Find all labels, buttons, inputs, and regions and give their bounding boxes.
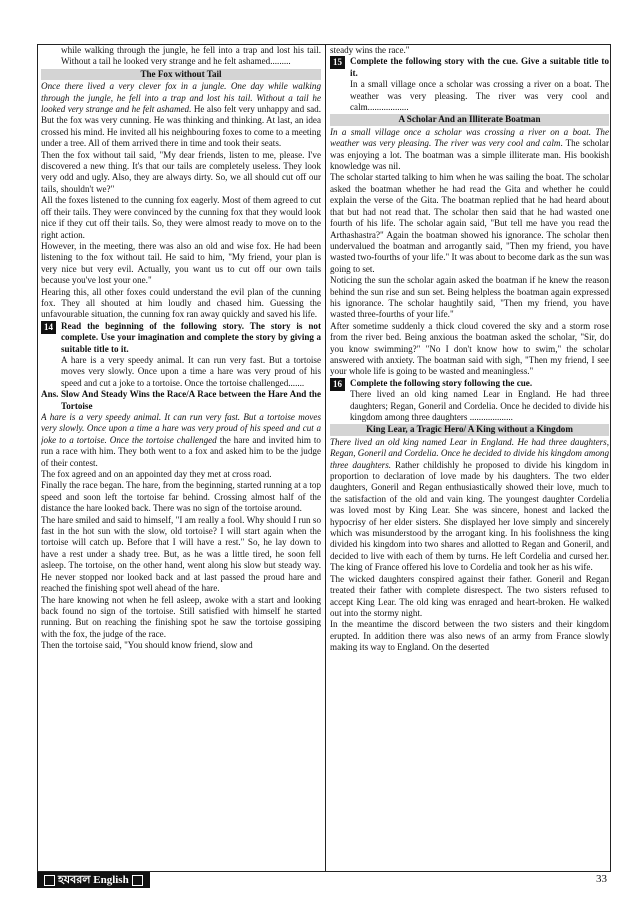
- question-15: [330, 56, 609, 79]
- hare-paragraph-1: [41, 412, 321, 469]
- fox-cue-italic: Once there lived a very clever fox in a jungle. One day while walking through the jungle, he fell into a trap and lost his tail. Without a tail he looked very strange and he felt ashamed.: [41, 81, 321, 115]
- intro-continued: while walking through the jungle, he fell into a trap and lost his tail. Without a tail he looked very strange and he felt ashamed.........: [61, 45, 321, 67]
- question-15-text: Complete the following story with the cue. Give a suitable title to it.: [350, 56, 609, 78]
- page-frame: [37, 44, 611, 872]
- hare-cue-italic: A hare is a very speedy animal. It can run very fast. But a tortoise moves very slowly. Once upon a time a hare was very proud of his speed and cut a joke to a tortoise. Once the tortoise challenged: [41, 412, 321, 445]
- scholar-paragraph-2: The scholar started talking to him when he was sailing the boat. The scholar asked the boatman whether he had read the Gita and whether he could explain the verse of the Gita. The boatman replied that he had heard about that but had not read that. The scholar then said that he had wasted one fourth of his life. The scholar again said, "But tell me have you read the Arthashastra?" Again the boatman showed his ignorance. The scholar then undervalued the boatman and arrogantly said, "Then my friend, you have wasted two-fourths of your life." It was about to become dark as the sun was going to set.: [330, 172, 609, 274]
- scholar-story-title: A Scholar And an Illiterate Boatman: [330, 114, 609, 125]
- question-16: [330, 378, 609, 389]
- hare-paragraph-3: Finally the race began. The hare, from the beginning, started running at a top speed and soon left the tortoise far behind. Crossing almost half of the distance the hare looked back. There was no sign of the tortoise around.: [41, 480, 321, 514]
- fox-paragraph-3: All the foxes listened to the cunning fox eagerly. Most of them agreed to cut off their tails. They were convinced by the cunning fox that they would look nice if they cut off their tails. So, they were almost ready to move on to the right action.: [41, 195, 321, 240]
- brand-square-icon: [44, 875, 55, 886]
- question-15-cue: In a small village once a scholar was crossing a river on a boat. The weather was very pleasing. The river was very cool and calm..................: [350, 79, 609, 113]
- question-number-14: 14: [41, 321, 56, 334]
- right-column: [330, 45, 609, 871]
- lear-story-title: King Lear, a Tragic Hero/ A King without a Kingdom: [330, 424, 609, 435]
- fox-p1-rest: He also felt very unhappy and sad. But the fox was very cunning. He was thinking and thinking. At last, an idea crossed his mind. He invited all his neighbouring foxes to come to a meeting under a tree. All of them arrived there in time and took their seats.: [41, 104, 321, 149]
- hare-p1-rest: the hare and invited him to run a race with him. They both went to a fox and asked him to be the judge of their contest.: [41, 434, 321, 468]
- brand-logo: [37, 872, 150, 888]
- page-footer: [37, 872, 611, 888]
- hare-paragraph-6: Then the tortoise said, "You should know friend, slow and: [41, 640, 253, 651]
- fox-paragraph-4: However, in the meeting, there was also an old and wise fox. He had been listening to the fox without tail. He said to him, "My friend, your plan is very nice but very evil. Actually, you want us to cut off our own tails because you've lost your one.": [41, 240, 321, 286]
- answer-title: Ans. Slow And Steady Wins the Race/A Race between the Hare And the Tortoise: [41, 389, 321, 411]
- lear-cue-italic: There lived an old king named Lear in England. He had three daughters, Regan, Goneril and Cordelia. Once he decided to divide his kingdom among three daughters.: [330, 436, 609, 470]
- question-number-15: 15: [330, 56, 345, 69]
- hare-paragraph-2: The fox agreed and on an appointed day they met at cross road.: [41, 469, 272, 480]
- scholar-paragraph-3: Noticing the sun the scholar again asked the boatman if he knew the reason behind the sun rise and sun set. Being helpless the boatman again expressed his ignorance. The scholar haughtily said, "Then my friend, you have wasted three-fourths of your life.": [330, 275, 609, 320]
- scholar-paragraph-1: [330, 127, 609, 173]
- page-number: 33: [596, 873, 607, 885]
- lear-paragraph-1: [330, 437, 609, 574]
- hare-paragraph-5: The hare knowing not when he fell asleep, awoke with a start and looking back found no sign of the tortoise. Still satisfied with himself he started running. But on reaching the finishing spot he saw the tortoise gossiping with the fox, the judge of the race.: [41, 594, 321, 639]
- lear-p1-rest: Rather childishly he proposed to divide his kingdom in proportion to declaration of love made by his daughters. The two elder daughters, Goneril and Regan enthusiastically showed their love, much to the satisfaction of the old and vain king. The youngest daughter Cordelia was loved most by King Lear. She was sincere, honest and lacked the hypocrisy of her elder sisters. She displayed her love simply and sincerely which was misunderstood by the arrogant king. In his foolishness the king divided his kingdom into two shares and allotted to Regan and Goneril, and decided to live with each of them by turns. He left Cordelia and cursed her. The king of France offered his love to Cordelia and took her as his wife.: [330, 459, 609, 573]
- scholar-paragraph-4: After sometime suddenly a thick cloud covered the sky and a storm rose from the river bed. Being anxious the boatman asked the scholar, "Sir, do you know swimming?" "No I don't know how to swim," the scholar answered with anxiety. The boatman said with sigh, "Then my friend, I see your whole life is going to be wasted and meaningless.": [330, 320, 609, 377]
- fox-story-title: The Fox without Tail: [41, 69, 321, 80]
- column-divider: [325, 45, 326, 871]
- fox-paragraph-1: [41, 81, 321, 149]
- question-14-cue: A hare is a very speedy animal. It can run very fast. But a tortoise moves very slowly. Once upon a time a hare was very proud of his speed and cut a joke to a tortoise. Once the tortoise challenged.......: [61, 354, 321, 388]
- question-16-text: Complete the following story following the cue.: [350, 377, 533, 388]
- hare-paragraph-4: The hare smiled and said to himself, "I am really a fool. Why should I run so fast in the hot sun with the slow, old tortoise? I will start again when the tortoise will catch up. Before that I will have a rest." So, he lay down to have a rest under a shady tree. But, as he was a little tired, he soon fell asleep. The tortoise, on the other hand, went along his slow but steady way. He never stopped nor looked back and at last passed the proud hare and reached the finishing spot well ahead of the hare.: [41, 514, 321, 594]
- lear-paragraph-2: The wicked daughters conspired against their father. Goneril and Regan treated their father with complete disrespect. The two sisters refused to accept King Lear. The old king was enraged and heart-broken. He walked out into the stormy night.: [330, 573, 609, 618]
- question-14: [41, 321, 321, 355]
- question-16-cue: There lived an old king named Lear in England. He had three daughters; Regan, Goneril and Cordelia. Once he decided to divide his kingdom among three daughters ...................: [350, 389, 609, 422]
- scholar-cue-italic: In a small village once a scholar was crossing a river on a boat. The weather was very pleasing. The river was very cool and calm: [330, 126, 609, 149]
- left-column: [41, 45, 321, 871]
- fox-paragraph-5: Hearing this, all other foxes could understand the evil plan of the cunning fox. They all shouted at him loudly and chased him. Guessing the unfavourable situation, the cunning fox ran away quickly and saved his life.: [41, 286, 321, 320]
- fox-paragraph-2: Then the fox without tail said, "My dear friends, listen to me, please. I've discovered a new thing. It's that our tails are completely useless. They look very odd and ugly. Also, they are always dirty. So, we all should cut off our tails, shouldn't we?": [41, 149, 321, 194]
- brand-text: হযবরল English: [58, 874, 129, 886]
- hare-ending: steady wins the race.": [330, 45, 410, 55]
- scholar-p1-rest: . The scholar was enjoying a lot. The boatman was a simple illiterate man. His bookish knowledge was nil.: [330, 138, 609, 172]
- lear-paragraph-3: In the meantime the discord between the two sisters and their kingdom erupted. In addition there was also news of an army from France slowly making its way to England. On the deserted: [330, 619, 609, 653]
- question-number-16: 16: [330, 378, 345, 391]
- question-14-text: Read the beginning of the following story. The story is not complete. Use your imagination and complete the story by giving a suitable title to it.: [61, 320, 321, 354]
- brand-square-icon: [132, 875, 143, 886]
